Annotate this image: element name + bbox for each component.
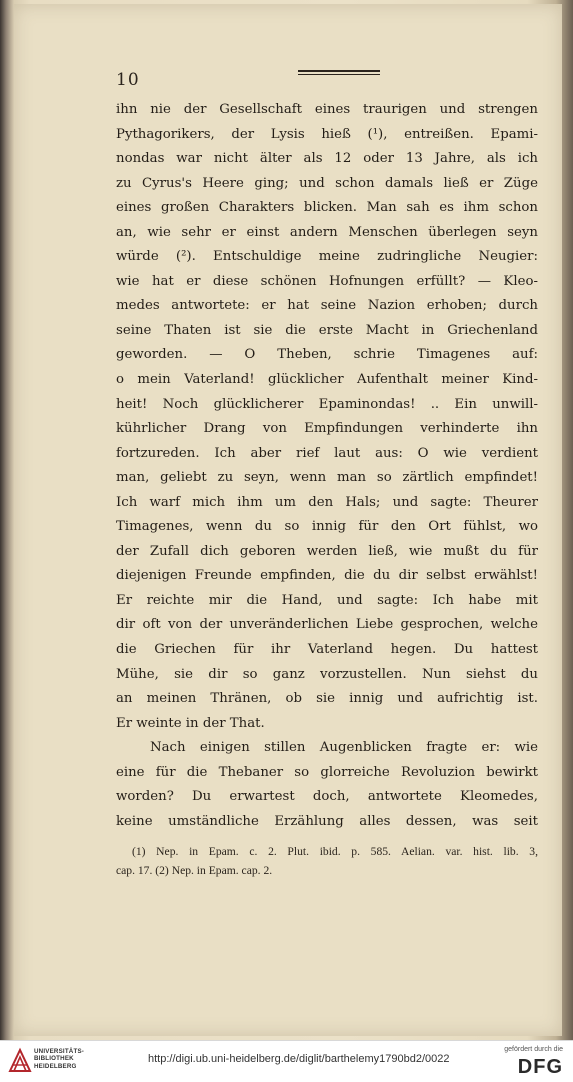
body-text [116,98,538,834]
text-line: kührlicher Drang von Empfindungen verhinderte ihn [116,421,538,437]
header-rule [298,70,380,75]
viewer-footer [0,1040,573,1082]
page-number: 10 [116,70,140,90]
text-line: eines großen Charakters blicken. Man sah es ihm schon [116,200,538,216]
institution-name [34,1048,84,1070]
footnote-line: (1) Nep. in Epam. c. 2. Plut. ibid. p. 585. Aelian. var. hist. lib. 3, [132,845,538,858]
permalink-url[interactable]: http://digi.ub.uni-heidelberg.de/diglit/barthelemy1790bd2/0022 [148,1053,450,1065]
text-line: eine für die Thebaner so glorreiche Revoluzion bewirkt [116,764,538,780]
footnotes [116,842,538,880]
text-line: seine Thaten ist sie die erste Macht in Griechenland [116,322,538,338]
funded-by-label: gefördert durch die [504,1046,563,1053]
text-line: Nach einigen stillen Augenblicken fragte er: wie [150,740,538,756]
text-line: fortzureden. Ich aber rief laut aus: O wie verdient [116,445,538,461]
text-line: zu Cyrus's Heere ging; und schon damals ließ er Züge [116,175,538,191]
text-line: nondas war nicht älter als 12 oder 13 Jahre, als ich [116,151,538,167]
text-line: Er weinte in der That. [116,715,265,731]
text-line: an meinen Thränen, ob sie innig und aufrichtig ist. [116,691,538,707]
institution-line: BIBLIOTHEK [34,1055,74,1063]
text-line: Er reichte mir die Hand, und sagte: Ich habe mit [116,592,538,608]
text-line: geworden. — O Theben, schrie Timagenes auf: [116,347,538,363]
text-line: o mein Vaterland! glücklicher Aufenthalt meiner Kind- [116,372,538,388]
text-line: wie hat er diese schönen Hofnungen erfüllt? — Kleo- [116,273,538,289]
text-line: Pythagorikers, der Lysis hieß (¹), entreißen. Epami- [116,126,538,142]
text-line: Timagenes, wenn du so innig für den Ort fühlst, wo [116,519,538,535]
text-line: ihn nie der Gesellschaft eines traurigen und strengen [116,102,538,117]
text-line: würde (²). Entschuldige meine zudringliche Neugier: [116,249,538,265]
text-line: an, wie sehr er einst andern Menschen überlegen seyn [116,224,538,240]
university-seal-icon[interactable] [6,1047,34,1075]
institution-line: UNIVERSITÄTS- [34,1048,85,1055]
text-line: keine umständliche Erzählung alles dessen, was seit [116,813,538,829]
text-line: Mühe, sie dir so ganz vorzustellen. Nun siehst du [116,666,538,682]
text-line: man, geliebt zu seyn, wenn man so zärtlich empfindet! [116,470,538,486]
footnote-line: cap. 17. (2) Nep. in Epam. cap. 2. [116,864,273,877]
text-line: diejenigen Freunde empfinden, die du dir selbst erwählst! [116,568,538,584]
dfg-logo[interactable]: DFG [517,1056,563,1078]
text-line: worden? Du erwartest doch, antwortete Kleomedes, [116,789,538,805]
text-line: heit! Noch glücklicherer Epaminondas! .. Ein unwill- [116,396,538,412]
text-line: dir oft von der unveränderlichen Liebe gesprochen, welche [116,617,538,633]
text-line: der Zufall dich geboren werden ließ, wie mußt du für [116,543,538,559]
text-line: medes antwortete: er hat seine Nazion erhoben; durch [116,298,538,314]
text-line: Ich warf mich ihm um den Hals; und sagte: Theurer [116,494,538,510]
institution-line: HEIDELBERG [34,1062,77,1070]
text-line: die Griechen für ihr Vaterland hegen. Du hattest [116,642,538,658]
